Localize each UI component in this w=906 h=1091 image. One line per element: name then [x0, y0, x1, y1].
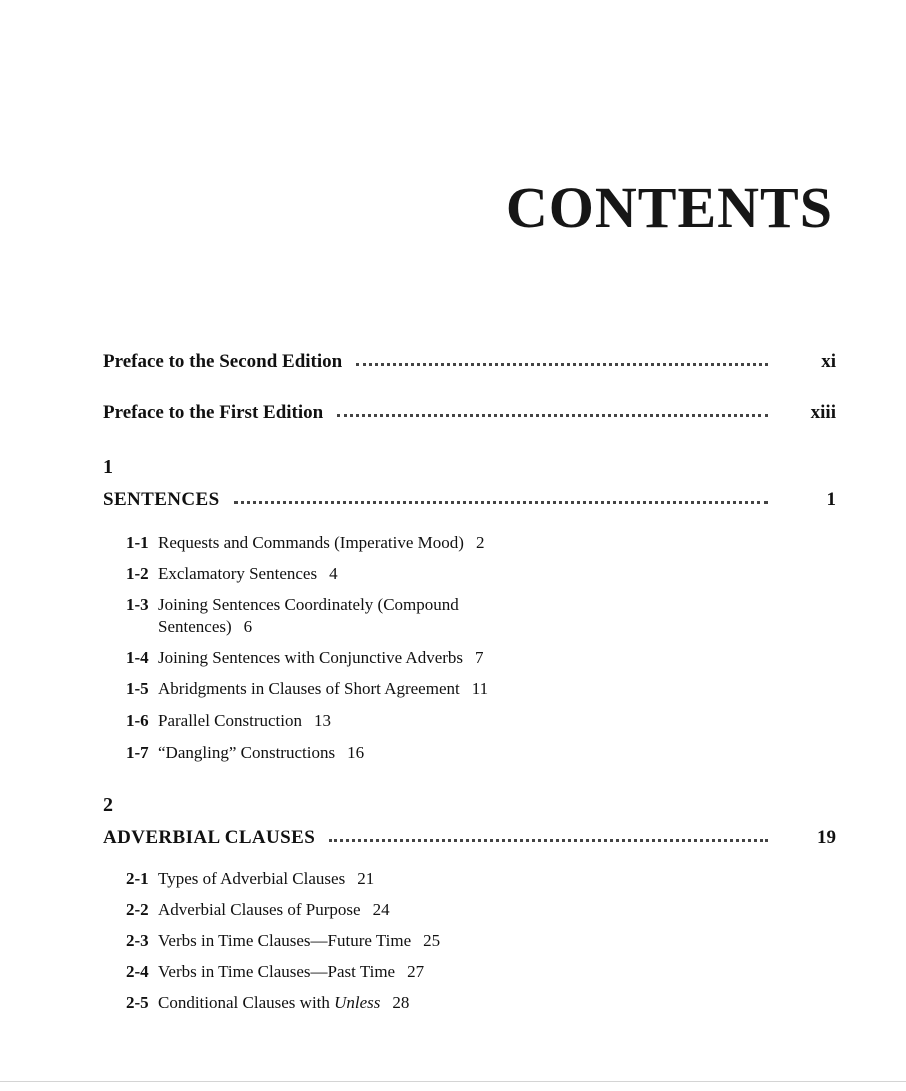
toc-section[interactable] [126, 992, 546, 1014]
toc-entry-label: Preface to the First Edition [103, 402, 324, 423]
section-page: 24 [372, 900, 390, 919]
section-title: Joining Sentences with Conjunctive Adverbs [158, 648, 464, 667]
section-number: 2-2 [126, 900, 149, 919]
section-title: Types of Adverbial Clauses [158, 869, 346, 888]
section-page: 11 [471, 679, 489, 698]
toc-section[interactable] [126, 961, 546, 983]
toc-entry-label: Preface to the Second Edition [103, 351, 343, 372]
page-edge-line [0, 1081, 906, 1082]
toc-chapter-sentences[interactable] [103, 489, 836, 513]
section-title-continued: Sentences) [158, 617, 232, 636]
section-number: 1-2 [126, 564, 149, 583]
chapter-title: ADVERBIAL CLAUSES [103, 827, 316, 848]
section-number: 2-4 [126, 962, 149, 981]
toc-chapter-adverbial-clauses[interactable] [103, 827, 836, 851]
section-title: “Dangling” Constructions [158, 743, 336, 762]
chapter-page: 19 [817, 827, 836, 848]
section-number: 2-1 [126, 869, 149, 888]
section-page: 2 [475, 533, 485, 552]
section-page: 7 [475, 648, 484, 667]
section-page: 4 [329, 564, 338, 583]
toc-entry-page: xi [821, 351, 836, 372]
toc-section[interactable] [126, 742, 546, 764]
section-number: 1-1 [126, 533, 149, 552]
section-number: 2-3 [126, 931, 149, 950]
section-page: 6 [243, 617, 253, 636]
dot-leader [337, 413, 768, 417]
section-title: Requests and Commands (Imperative Mood) [158, 533, 464, 552]
section-title: Verbs in Time Clauses—Past Time [158, 962, 396, 981]
toc-entry-preface-second[interactable] [103, 351, 836, 375]
toc-section[interactable] [126, 563, 546, 585]
section-number: 1-4 [126, 648, 149, 667]
toc-section[interactable] [126, 930, 546, 952]
section-page: 16 [347, 743, 365, 762]
section-title: Parallel Construction [158, 711, 303, 730]
toc-section[interactable] [126, 647, 546, 669]
section-title: Adverbial Clauses of Purpose [158, 900, 361, 919]
toc-section[interactable] [126, 710, 546, 732]
chapter-page: 1 [826, 489, 836, 510]
toc-section[interactable] [126, 594, 546, 638]
section-title: Joining Sentences Coordinately (Compound [158, 595, 459, 614]
section-number: 2-5 [126, 993, 149, 1012]
section-page: 28 [392, 993, 410, 1012]
section-number: 1-6 [126, 711, 149, 730]
section-page: 27 [407, 962, 425, 981]
section-page: 21 [357, 869, 375, 888]
toc-section[interactable] [126, 868, 546, 890]
toc-entry-page: xiii [810, 402, 836, 423]
page-title: CONTENTS [505, 175, 833, 240]
toc-section[interactable] [126, 532, 546, 554]
section-title-italic: Unless [334, 993, 381, 1012]
section-title: Conditional Clauses with [158, 993, 330, 1012]
section-title: Verbs in Time Clauses—Future Time [158, 931, 412, 950]
chapter-number: 1 [103, 456, 113, 478]
section-title: Exclamatory Sentences [158, 564, 318, 583]
section-number: 1-3 [126, 595, 149, 614]
dot-leader [356, 362, 768, 366]
toc-section[interactable] [126, 678, 546, 700]
dot-leader [234, 500, 768, 504]
section-number: 1-5 [126, 679, 149, 698]
section-page: 25 [423, 931, 441, 950]
section-page: 13 [314, 711, 332, 730]
section-title: Abridgments in Clauses of Short Agreement [158, 679, 460, 698]
toc-section[interactable] [126, 899, 546, 921]
dot-leader [329, 838, 768, 842]
chapter-title: SENTENCES [103, 489, 220, 510]
chapter-number: 2 [103, 794, 113, 816]
section-number: 1-7 [126, 743, 149, 762]
toc-entry-preface-first[interactable] [103, 402, 836, 426]
